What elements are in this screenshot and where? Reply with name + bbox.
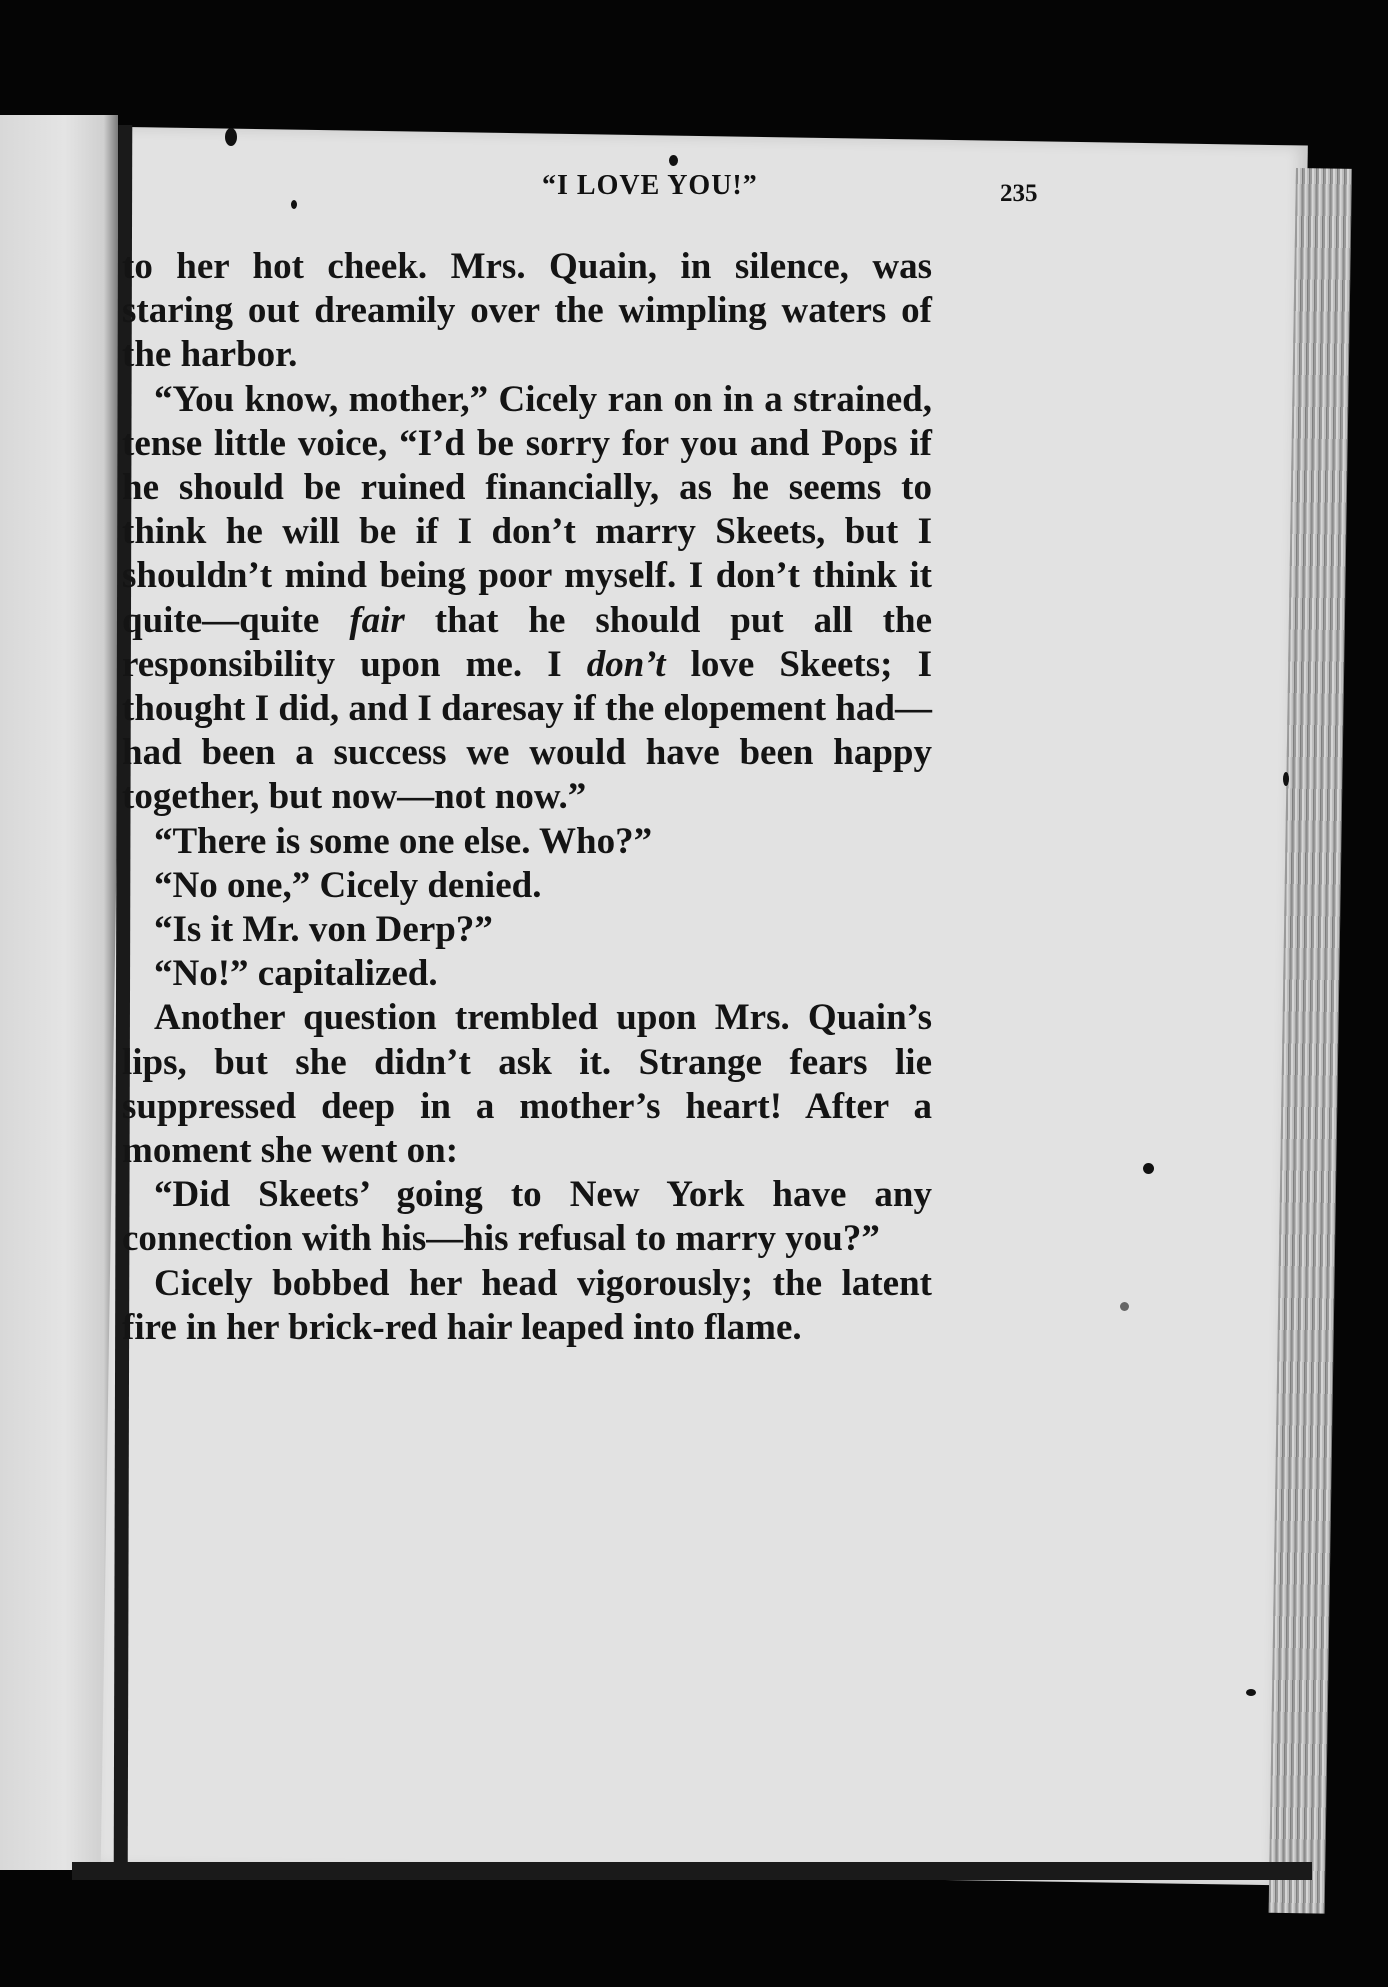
- page-bottom-shadow: [72, 1862, 1312, 1880]
- ink-speck: [1120, 1302, 1129, 1311]
- running-head: “I LOVE YOU!”: [542, 170, 758, 201]
- paragraph: [122, 1262, 932, 1350]
- paragraph-text: “There is some one else. Who?”: [154, 820, 653, 862]
- ink-speck: [1143, 1163, 1154, 1174]
- paragraph-text: that he should put all the responsibility upon me. I: [122, 599, 932, 685]
- paragraph-text: to her hot cheek. Mrs. Quain, in silence, was staring out dreamily over the wimpling waters of the harbor.: [122, 246, 932, 376]
- paragraph: [122, 245, 932, 378]
- paragraph-text: “No!” capitalized.: [154, 953, 438, 995]
- emphasized-text: don’t: [586, 643, 666, 685]
- paragraph: [122, 1173, 932, 1261]
- paragraph: [122, 864, 932, 908]
- paragraph-text: “No one,” Cicely denied.: [154, 864, 542, 906]
- emphasized-text: fair: [349, 599, 405, 641]
- ink-speck: [669, 155, 678, 166]
- ink-speck: [291, 200, 297, 209]
- ink-speck: [1246, 1689, 1256, 1696]
- paragraph: [122, 908, 932, 952]
- ink-speck: [225, 128, 237, 146]
- ink-speck: [1283, 772, 1289, 786]
- paragraph-text: “Did Skeets’ going to New York have any connection with his—his refusal to marry you?”: [122, 1174, 932, 1260]
- body-text: [122, 245, 932, 1350]
- paragraph: [122, 820, 932, 864]
- page-header: [388, 170, 1088, 220]
- paragraph: [122, 996, 932, 1173]
- paragraph-text: “Is it Mr. von Derp?”: [154, 909, 493, 951]
- facing-page-edge: [0, 115, 118, 1870]
- paragraph-text: Cicely bobbed her head vigorously; the latent fire in her brick-red hair leaped into flame.: [122, 1262, 932, 1348]
- paragraph-text: Another question trembled upon Mrs. Quain’s lips, but she didn’t ask it. Strange fears lie suppressed deep in a mother’s heart! After a moment she went on:: [122, 997, 932, 1172]
- page-number: 235: [1000, 180, 1038, 207]
- paragraph: [122, 952, 932, 996]
- paragraph-text: love Skeets; I thought I did, and I daresay if the elopement had—had been a success we would have been happy together, but now—not now.”: [122, 643, 932, 818]
- paragraph-text: “You know, mother,” Cicely ran on in a strained, tense little voice, “I’d be sorry for you and Pops if he should be ruined financially, as he seems to think he will be if I don’t marry Skeets, but I shouldn’t mind being poor myself. I don’t think it quite—quite: [122, 378, 932, 641]
- paragraph: [122, 378, 932, 820]
